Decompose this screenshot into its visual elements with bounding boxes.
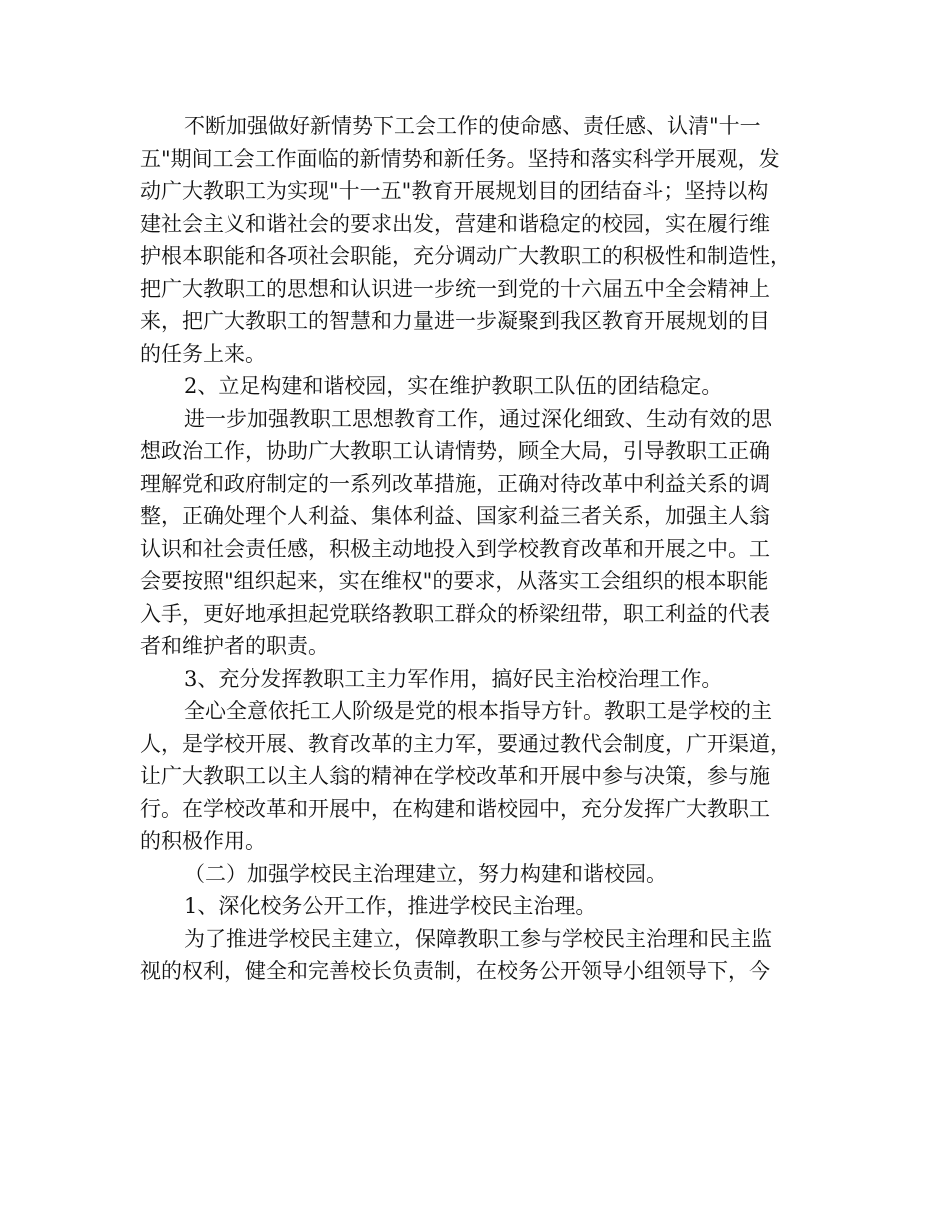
- text-line: 的积极作用。: [140, 829, 266, 853]
- text-line: 动广大教职工为实现"十一五"教育开展规划目的团结奋斗；坚持以构: [140, 179, 769, 203]
- text-line: 人，是学校开展、教育改革的主力军，要通过教代会制度，广开渠道，: [140, 731, 791, 756]
- text-line: 理解党和政府制定的一系列改革措施，正确对待改革中利益关系的调: [140, 471, 770, 496]
- text-line: 为了推进学校民主建立，保障教职工参与学校民主治理和民主监: [184, 926, 772, 951]
- text-line: 建社会主义和谐社会的要求出发，营建和谐稳定的校园，实在履行维: [140, 211, 770, 236]
- text-line: 者和维护者的职责。: [140, 634, 329, 658]
- section-heading: 2、立足构建和谐校园，实在维护教职工队伍的团结稳定。: [184, 374, 723, 398]
- section-heading: （二）加强学校民主治理建立，努力构建和谐校园。: [184, 861, 667, 886]
- body-text: [140, 110, 816, 988]
- text-line: 进一步加强教职工思想教育工作，通过深化细致、生动有效的思: [184, 406, 772, 431]
- text-line: 不断加强做好新情势下工会工作的使命感、责任感、认清"十一: [184, 114, 761, 138]
- text-line: 护根本职能和各项社会职能，充分调动广大教职工的积极性和制造性，: [140, 244, 791, 268]
- section-heading: 1、深化校务公开工作，推进学校民主治理。: [184, 894, 597, 918]
- text-line: 的任务上来。: [140, 341, 266, 366]
- text-line: 整，正确处理个人利益、集体利益、国家利益三者关系，加强主人翁: [140, 504, 770, 528]
- text-line: 认识和社会责任感，积极主动地投入到学校教育改革和开展之中。工: [140, 536, 770, 561]
- text-line: 入手，更好地承担起党联络教职工群众的桥梁纽带，职工利益的代表: [140, 601, 770, 626]
- text-line: 让广大教职工以主人翁的精神在学校改革和开展中参与决策，参与施: [140, 764, 770, 788]
- document-page: [140, 110, 816, 988]
- text-line: 行。在学校改革和开展中，在构建和谐校园中，充分发挥广大教职工: [140, 796, 770, 821]
- text-line: 全心全意依托工人阶级是党的根本指导方针。教职工是学校的主: [184, 699, 772, 723]
- text-line: 会要按照"组织起来，实在维权"的要求，从落实工会组织的根本职能: [140, 569, 769, 593]
- text-line: 把广大教职工的思想和认识进一步统一到党的十六届五中全会精神上: [140, 276, 770, 301]
- section-heading: 3、充分发挥教职工主力军作用，搞好民主治校治理工作。: [184, 666, 723, 691]
- text-line: 五"期间工会工作面临的新情势和新任务。坚持和落实科学开展观，发: [140, 146, 780, 171]
- text-line: 视的权利，健全和完善校长负责制，在校务公开领导小组领导下，今: [140, 959, 770, 983]
- text-line: 来，把广大教职工的智慧和力量进一步凝聚到我区教育开展规划的目: [140, 309, 770, 333]
- text-line: 想政治工作，协助广大教职工认请情势，顾全大局，引导教职工正确: [140, 439, 770, 463]
